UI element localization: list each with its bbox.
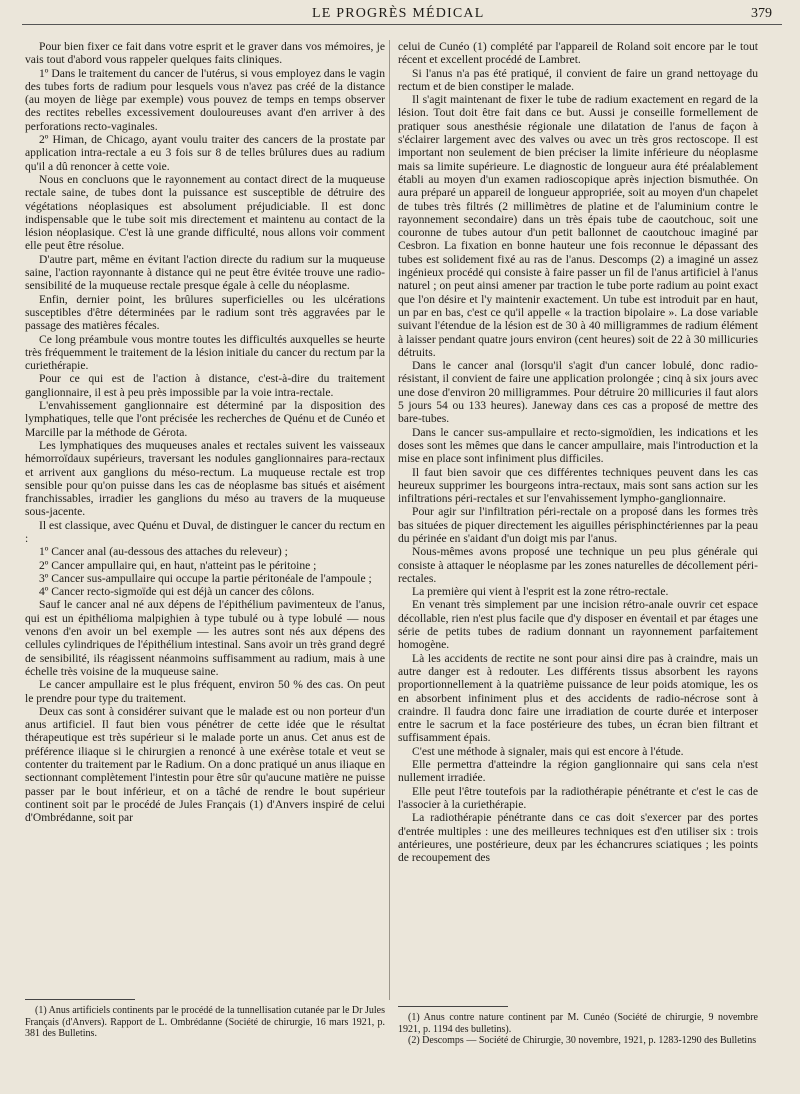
paragraph: En venant très simplement par une incision rétro-anale ouvrir cet espace décollable, rien n'est plus facile que d'y disposer en éventail et par étages une série de petits tubes de radium donnant un rayonnement parfaitement homogène.	[398, 598, 758, 652]
paragraph: Pour agir sur l'infiltration péri-rectale on a proposé dans les formes très bas situées de piquer directement les aiguilles périsphinctériennes par la peau du périnée en s'aidant d'un doigt mis par l'anus.	[398, 505, 758, 545]
paragraph: La première qui vient à l'esprit est la zone rétro-rectale.	[412, 585, 669, 599]
paragraph: Là les accidents de rectite ne sont pour ainsi dire pas à craindre, mais un autre danger est à redouter. Les différents tissus absorbent les rayons proportionnellement à la quatrième puissance de leur poids atomique, les os en absorbent infiniment plus et des accidents de radio-nécrose sont à craindre. Il faudra donc faire une irradiation de courte durée et interposer entre le sacrum et la face postérieure des tubes, un écran bien filtrant et suffisamment épais.	[398, 651, 758, 745]
list-item: 4º Cancer recto-sigmoïde qui est déjà un cancer des côlons.	[39, 585, 315, 599]
paragraph: Dans le cancer sus-ampullaire et recto-sigmoïdien, les indications et les doses sont les mêmes que dans le cancer ampullaire, mais l'introduction et la mise en place sont infiniment plus difficiles.	[398, 425, 758, 466]
paragraph: Enfin, dernier point, les brûlures superficielles ou les ulcérations susceptibles d'être déterminées par le radium sont très aggravées par le passage des matières fécales.	[25, 292, 385, 333]
list-item: 1º Cancer anal (au-dessous des attaches du releveur) ;	[39, 545, 288, 559]
paragraph: Sauf le cancer anal né aux dépens de l'épithélium pavimenteux de l'anus, qui est un épithélioma malpighien à type tubulé ou à type lobulé — nous venons d'en avoir un bel exemple — les autres sont nés aux dépens des cellules cylindriques de l'épithélium intestinal. Sans avoir un très grand degré de sensibilité, ils réagissent néanmoins suffisamment au radium, mais à une échelle très voisine de la muqueuse saine.	[25, 598, 385, 678]
paragraph: L'envahissement ganglionnaire est déterminé par la disposition des lymphatiques, telle que l'ont précisée les recherches de Quénu et de Cunéo et Marcille par la méthode de Gérota.	[25, 399, 385, 439]
footnote: (2) Descomps — Société de Chirurgie, 30 novembre, 1921, p. 1283-1290 des Bulletins	[408, 1035, 757, 1046]
left-column	[25, 40, 385, 985]
paragraph: 2º Himan, de Chicago, ayant voulu traiter des cancers de la prostate par application intra-rectale a eu 3 fois sur 8 de telles brûlures dues au radium qu'il a dû renoncer à cette voie.	[25, 133, 385, 173]
paragraph: Nous-mêmes avons proposé une technique un peu plus générale qui consiste à attaquer le néoplasme par les zones naturelles de décollement péri-rectales.	[398, 545, 758, 585]
list-item: 2º Cancer ampullaire qui, en haut, n'atteint pas le péritoine ;	[39, 558, 317, 572]
running-title: LE PROGRÈS MÉDICAL	[312, 6, 485, 21]
paragraph: Elle peut l'être toutefois par la radiothérapie pénétrante et c'est le cas de l'associer à la curiethérapie.	[398, 784, 758, 811]
footnote: (1) Anus artificiels continents par le procédé de la tunnellisation cutanée par le Dr Jules Français (d'Anvers). Rapport de L. Ombrédanne (Société de chirurgie, 16 mars 1921, p. 381 des Bulletins.	[25, 1005, 385, 1039]
paragraph: Nous en concluons que le rayonnement au contact direct de la muqueuse rectale saine, de tubes dont la puissance est susceptible de détruire des végétations néoplasiques est absolument préjudiciable. Il est donc indispensable que le tube soit mis directement et maintenu au contact de la lésion néoplasique. C'est là une grande difficulté, nous allons voir comment elle peut être résolue.	[25, 172, 385, 253]
paragraph: Pour ce qui est de l'action à distance, c'est-à-dire du traitement ganglionnaire, il est à peu près impossible par la voie intra-rectale.	[25, 372, 385, 399]
paragraph: Elle permettra d'atteindre la région ganglionnaire qui sans cela n'est nullement irradiée.	[398, 758, 758, 785]
paragraph: Pour bien fixer ce fait dans votre esprit et le graver dans vos mémoires, je vais tout d'abord vous rappeler quelques faits cliniques.	[25, 40, 385, 67]
paragraph: C'est une méthode à signaler, mais qui est encore à l'étude.	[412, 744, 684, 758]
paragraph: La radiothérapie pénétrante dans ce cas doit s'exercer par des portes d'entrée multiples : une des meilleures techniques est d'en utiliser six : trois antérieures, une postérieure, deux par les échancrures sciatiques ; les points de recoupement des	[398, 811, 758, 865]
paragraph: Les lymphatiques des muqueuses anales et rectales suivent les vaisseaux hémorroïdaux supérieurs, traversant les nodules ganglionnaires para-rectaux et arrivent aux ganglions du méso-rectum. La muqueuse rectale est trop sensible pour qu'on puisse dans les cas de néoplasme bas situés et aisément franchissables, irradier les ganglions du méso au travers de la muqueuse sous-jacente.	[25, 438, 385, 519]
paragraph: Le cancer ampullaire est le plus fréquent, environ 50 % des cas. On peut le prendre pour type du traitement.	[25, 678, 385, 705]
paragraph: celui de Cunéo (1) complété par l'appareil de Roland soit encore par le tout récent et excellent procédé de Lambret.	[398, 40, 758, 67]
paragraph: Dans le cancer anal (lorsqu'il s'agit d'un cancer lobulé, donc radio-résistant, il convient de faire une application prolongée ; cinq à six jours avec une dose d'environ 20 milligrammes. Pour détruire 20 millicuries il faut alors 5 jours 54 ou 133 heures). Janeway dans ces cas a proposé de mettre des bare-tubes.	[398, 359, 758, 426]
footnote-separator	[398, 1006, 508, 1007]
footnotes-right	[398, 1012, 758, 1047]
footnote: (1) Anus contre nature continent par M. Cunéo (Société de chirurgie, 9 novembre 1921, p. 1194 des bulletins).	[398, 1012, 758, 1035]
paragraph: Il faut bien savoir que ces différentes techniques peuvent dans les cas heureux supprimer les bourgeons intra-rectaux, mais sont sans action sur les infiltrations péri-rectales et sur l'envahissement lympho-ganglionnaire.	[398, 465, 758, 506]
paragraph: Si l'anus n'a pas été pratiqué, il convient de faire un grand nettoyage du rectum et de bien constiper le malade.	[398, 66, 758, 93]
page-header	[0, 0, 800, 30]
paragraph: Il est classique, avec Quénu et Duval, de distinguer le cancer du rectum en :	[25, 518, 385, 545]
footnote-separator	[25, 999, 135, 1000]
footnotes-left	[25, 1005, 385, 1040]
right-column	[398, 40, 758, 985]
paragraph: Deux cas sont à considérer suivant que le malade est ou non porteur d'un anus artificiel. Il faut bien vous pénétrer de cette idée que le résultat thérapeutique est très supérieur si le malade porte un anus. Cet anus est de préférence iliaque si le chirurgien a renoncé à une exérèse totale et veut se contenter du traitement par le Radium. On a donc pratiqué un anus iliaque en sectionnant complètement l'intestin pour être sûr qu'aucune matière ne puisse passer par le bout inférieur, et on a tâché de rendre le bout supérieur continent soit par le procédé de Jules Français (1) d'Anvers inspiré de celui d'Ombrédanne, soit par	[25, 704, 385, 825]
header-rule	[22, 24, 782, 25]
paragraph: Il s'agit maintenant de fixer le tube de radium exactement en regard de la lésion. Tout doit être fait dans ce but. Aussi je conseille formellement de pratiquer sous anesthésie régionale une dilatation de l'anus de façon à s'éclairer largement avec des valves ou avec un très gros rectoscope. Il est important non seulement de bien préciser la limite inférieure du néoplasme mais sa limite supérieure. Le diagnostic de longueur aura été préalablement établi au moyen d'un examen radioscopique après injection bismuthée. On aura préparé un appareil de longueur appropriée, soit au moyen d'un chapelet de tubes très filtrés (2 millimètres de platine et de l'aluminium contre le rayonnement secondaire) dans un très épais tube de caoutchouc, soit une couronne de tubes autour d'un petit ballonnet de caoutchouc imaginé par Cesbron. La fixation en bonne hauteur une fois reconnue le dépassant des tubes est solidement fixé au ras de l'anus. Descomps (2) a imaginé un assez ingénieux procédé qui consiste à faire passer un fil de l'anus artificiel à l'anus naturel ; on peut ainsi amener par traction le tube porte radium au point exact que l'on désire et l'y maintenir exactement. Un tube est introduit par en haut, un par en bas, c'est ce qu'il appelle « la traction bipolaire ». La dose variable suivant l'étendue de la lésion est de 30 à 40 milligrammes de radium élément à laisser pendant quatre jours environ (cent heures) soit de 22 à 30 millicuries détruits.	[398, 93, 758, 359]
page-number: 379	[751, 6, 772, 21]
list-item: 3º Cancer sus-ampullaire qui occupe la partie péritonéale de l'ampoule ;	[39, 571, 372, 585]
column-divider	[389, 40, 390, 1000]
paragraph: 1º Dans le traitement du cancer de l'utérus, si vous employez dans le vagin des tubes forts de radium pour lesquels vous n'avez pas créé de la distance (au moyen de liège par exemple) vous pouvez de temps en temps observer des rectites rebelles excessivement douloureuses avant d'en arriver à des perforations recto-vaginales.	[25, 66, 385, 133]
paragraph: D'autre part, même en évitant l'action directe du radium sur la muqueuse saine, l'action rayonnante à distance qui ne peut être évitée trouve une radio-sensibilité de la muqueuse rectale presque égale à celle du néoplasme.	[25, 252, 385, 293]
paragraph: Ce long préambule vous montre toutes les difficultés auxquelles se heurte très fréquemment le traitement de la lésion initiale du cancer du rectum par la curiethérapie.	[25, 332, 385, 373]
